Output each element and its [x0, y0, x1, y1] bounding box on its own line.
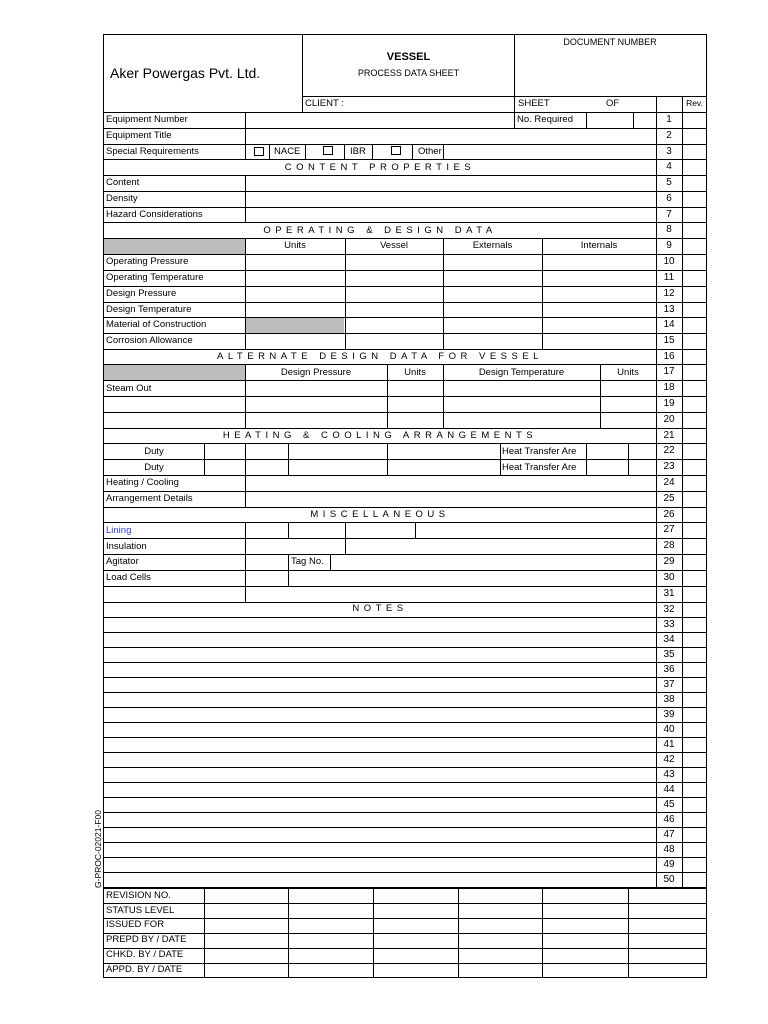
heat-transfer-label-2: Heat Transfer Are	[502, 462, 577, 473]
row-number: 31	[663, 588, 675, 599]
row-number: 29	[663, 556, 675, 567]
equipment-title-label: Equipment Title	[106, 130, 172, 141]
ibr-checkbox[interactable]	[323, 146, 333, 155]
row-number: 22	[663, 445, 675, 456]
row-number: 47	[663, 828, 675, 840]
row-number: 25	[663, 493, 675, 504]
row-number: 50	[663, 873, 675, 885]
no-required-label: No. Required	[517, 114, 573, 125]
row-number: 12	[663, 288, 675, 299]
row-number: 23	[663, 461, 675, 472]
corrosion-label: Corrosion Allowance	[106, 335, 193, 346]
row-number: 15	[663, 335, 675, 346]
row-number: 42	[663, 753, 675, 765]
tag-no-label: Tag No.	[291, 556, 324, 567]
alt-units-header-2: Units	[617, 367, 639, 378]
row-number: 7	[666, 208, 672, 220]
row-number: 27	[663, 524, 675, 535]
content-label: Content	[106, 177, 140, 188]
content-properties-heading: CONTENT PROPERTIES	[284, 162, 476, 173]
alternate-design-heading: ALTERNATE DESIGN DATA FOR VESSEL	[217, 351, 543, 362]
of-label: OF	[606, 98, 620, 109]
heat-transfer-label-1: Heat Transfer Are	[502, 446, 577, 457]
row-number: 46	[663, 813, 675, 825]
row-number: 19	[663, 398, 675, 409]
row-number: 4	[666, 161, 672, 172]
nace-label: NACE	[274, 146, 301, 157]
document-number-label: DOCUMENT NUMBER	[563, 37, 657, 47]
row-number: 48	[663, 843, 675, 855]
heating-cooling-line-1: Heating / Cooling	[106, 477, 179, 488]
material-label: Material of Construction	[106, 319, 207, 330]
design-temperature-label: Design Temperature	[106, 304, 192, 315]
row-number: 39	[663, 708, 675, 720]
rev-label: Rev.	[686, 98, 703, 108]
design-pressure-label: Design Pressure	[106, 288, 177, 299]
ibr-label: IBR	[350, 146, 366, 157]
row-number: 10	[663, 256, 675, 267]
row-number: 45	[663, 798, 675, 810]
status-level-label: STATUS LEVEL	[106, 905, 175, 916]
internals-header: Internals	[580, 240, 618, 251]
doc-subtitle: PROCESS DATA SHEET	[357, 68, 460, 78]
equipment-number-label: Equipment Number	[106, 114, 188, 125]
row-number: 30	[663, 572, 675, 583]
row-number: 44	[663, 783, 675, 795]
duty-label-1: Duty	[144, 446, 164, 457]
special-requirements-label: Special Requirements	[106, 146, 199, 157]
heating-cooling-heading: HEATING & COOLING ARRANGEMENTS	[222, 430, 538, 441]
row-number: 49	[663, 858, 675, 870]
chkd-label: CHKD. BY / DATE	[106, 949, 184, 960]
row-number: 26	[663, 508, 675, 520]
row-number: 38	[663, 693, 675, 705]
form-code: G-PROC-02021-F00	[93, 810, 103, 888]
appd-label: APPD. BY / DATE	[106, 964, 183, 975]
sheet-label: SHEET	[518, 98, 550, 109]
agitator-label: Agitator	[106, 556, 139, 567]
vessel-header: Vessel	[380, 240, 408, 251]
row-number: 33	[663, 618, 675, 630]
duty-label-2: Duty	[144, 462, 164, 473]
operating-pressure-label: Operating Pressure	[106, 256, 189, 267]
other-label: Other	[418, 146, 442, 157]
row-number: 6	[666, 193, 672, 204]
prepd-label: PREPD BY / DATE	[106, 934, 187, 945]
row-number: 35	[663, 648, 675, 660]
row-number: 17	[663, 366, 675, 377]
row-number: 8	[666, 224, 672, 235]
client-label: CLIENT :	[305, 98, 344, 109]
row-number: 14	[663, 319, 675, 330]
alt-units-header-1: Units	[404, 367, 426, 378]
row-number: 2	[666, 130, 672, 141]
row-number: 3	[666, 145, 672, 157]
row-number: 1	[666, 114, 672, 125]
row-number: 5	[666, 177, 672, 188]
externals-header: Externals	[472, 240, 513, 251]
notes-heading: NOTES	[352, 603, 408, 614]
row-number: 37	[663, 678, 675, 690]
issued-for-label: ISSUED FOR	[106, 919, 165, 930]
row-number: 13	[663, 303, 675, 315]
insulation-label: Insulation	[106, 541, 147, 552]
row-number: 11	[663, 272, 675, 283]
density-label: Density	[106, 193, 138, 204]
lining-label: Lining	[106, 525, 132, 536]
units-header: Units	[284, 240, 306, 251]
hazard-label: Hazard Considerations	[106, 209, 203, 220]
heating-cooling-line-2: Arrangement Details	[106, 493, 193, 504]
row-number: 21	[663, 429, 675, 441]
load-cells-label: Load Cells	[106, 572, 151, 583]
revision-no-label: REVISION NO.	[106, 890, 171, 901]
row-number: 41	[663, 738, 675, 750]
alt-design-pressure-header: Design Pressure	[280, 367, 352, 378]
row-number: 28	[663, 540, 675, 551]
operating-design-heading: OPERATING & DESIGN DATA	[263, 225, 497, 236]
row-number: 43	[663, 768, 675, 780]
company-name: Aker Powergas Pvt. Ltd.	[110, 65, 261, 81]
row-number: 40	[663, 723, 675, 735]
operating-temperature-label: Operating Temperature	[106, 272, 204, 283]
nace-checkbox[interactable]	[254, 147, 264, 156]
row-number: 36	[663, 663, 675, 675]
steam-out-label: Steam Out	[106, 383, 152, 394]
row-number: 32	[663, 603, 675, 615]
miscellaneous-heading: MISCELLANEOUS	[310, 509, 450, 520]
row-number: 34	[663, 633, 675, 645]
other-checkbox[interactable]	[391, 146, 401, 155]
row-number: 24	[663, 477, 675, 488]
row-number: 9	[666, 240, 672, 251]
doc-title: VESSEL	[386, 51, 431, 63]
row-number: 18	[663, 382, 675, 393]
row-number: 16	[663, 350, 675, 362]
alt-design-temperature-header: Design Temperature	[478, 367, 565, 378]
row-number: 20	[663, 414, 675, 425]
